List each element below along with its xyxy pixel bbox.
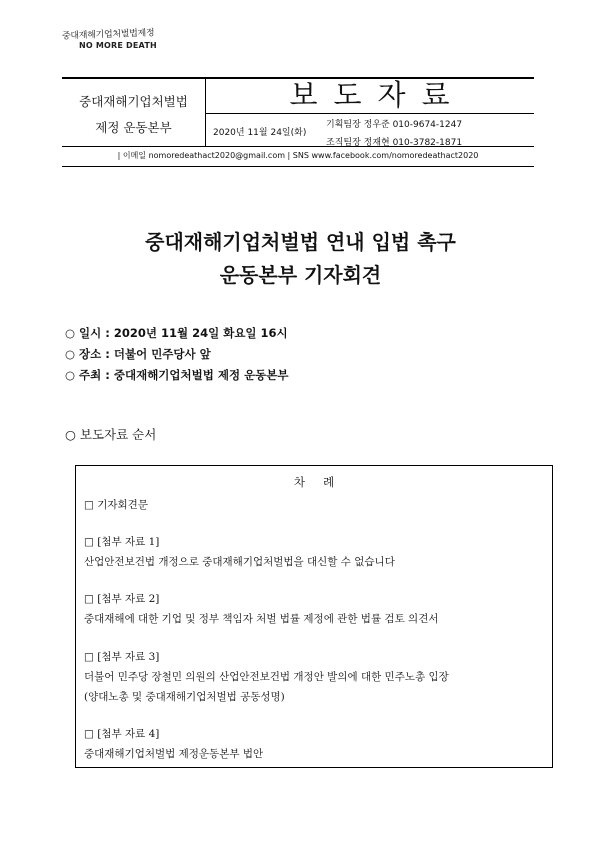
toc-item: □ [첨부 자료 2]: [84, 593, 160, 605]
sequence-heading: ○ 보도자료 순서: [65, 427, 157, 442]
toc-item: □ 기자회견문: [84, 499, 148, 511]
toc-item: (양대노총 및 중대재해기업처벌법 공동성명): [84, 691, 285, 703]
toc-item: 중대재해에 대한 기업 및 정부 책임자 처벌 법률 제정에 관한 법률 검토 의견서: [84, 613, 439, 625]
toc-item: 더불어 민주당 장철민 의원의 산업안전보건법 개정안 발의에 대한 민주노총 입장: [84, 671, 449, 683]
logo-slogan: NO MORE DEATH: [79, 41, 157, 50]
contact-line: | 이메일 nomoredeathact2020@gmail.com | SNS www.facebook.com/nomoredeathact2020: [117, 151, 479, 160]
document-title-line2: 운동본부 기자회견: [219, 263, 382, 287]
event-datetime: ○ 일시 : 2020년 11월 24일 화요일 16시: [65, 326, 288, 340]
toc-item: □ [첨부 자료 4]: [84, 728, 160, 740]
org-name-line2: 제정 운동본부: [95, 120, 172, 135]
toc-item: 산업안전보건법 개정으로 중대재해기업처벌법을 대신할 수 없습니다: [84, 556, 395, 568]
contact-planning: 기획팀장 정우준 010-9674-1247: [326, 120, 463, 130]
contact-organizing: 조직팀장 정재현 010-3782-1871: [326, 138, 463, 148]
logo-text: 중대재해기업처벌법제정: [61, 28, 155, 42]
event-host: ○ 주최 : 중대재해기업처벌법 제정 운동본부: [65, 368, 289, 382]
toc-item: 중대재해기업처벌법 제정운동본부 법안: [84, 748, 264, 760]
release-date: 2020년 11월 24일(화): [213, 128, 307, 138]
header-inner-rule: [205, 113, 534, 114]
toc-item: □ [첨부 자료 1]: [84, 536, 160, 548]
toc-title: 차례: [293, 475, 353, 489]
org-name-line1: 중대재해기업처벌법: [79, 94, 188, 109]
header-mid-rule: [62, 146, 534, 147]
event-location: ○ 장소 : 더불어 민주당사 앞: [65, 347, 211, 361]
header-bottom-rule: [62, 166, 534, 167]
document-title-line1: 중대재해기업처벌법 연내 입법 촉구: [145, 230, 456, 254]
toc-item: □ [첨부 자료 3]: [84, 651, 160, 663]
press-release-title: 보도자료: [289, 78, 466, 112]
table-of-contents: [75, 465, 553, 768]
